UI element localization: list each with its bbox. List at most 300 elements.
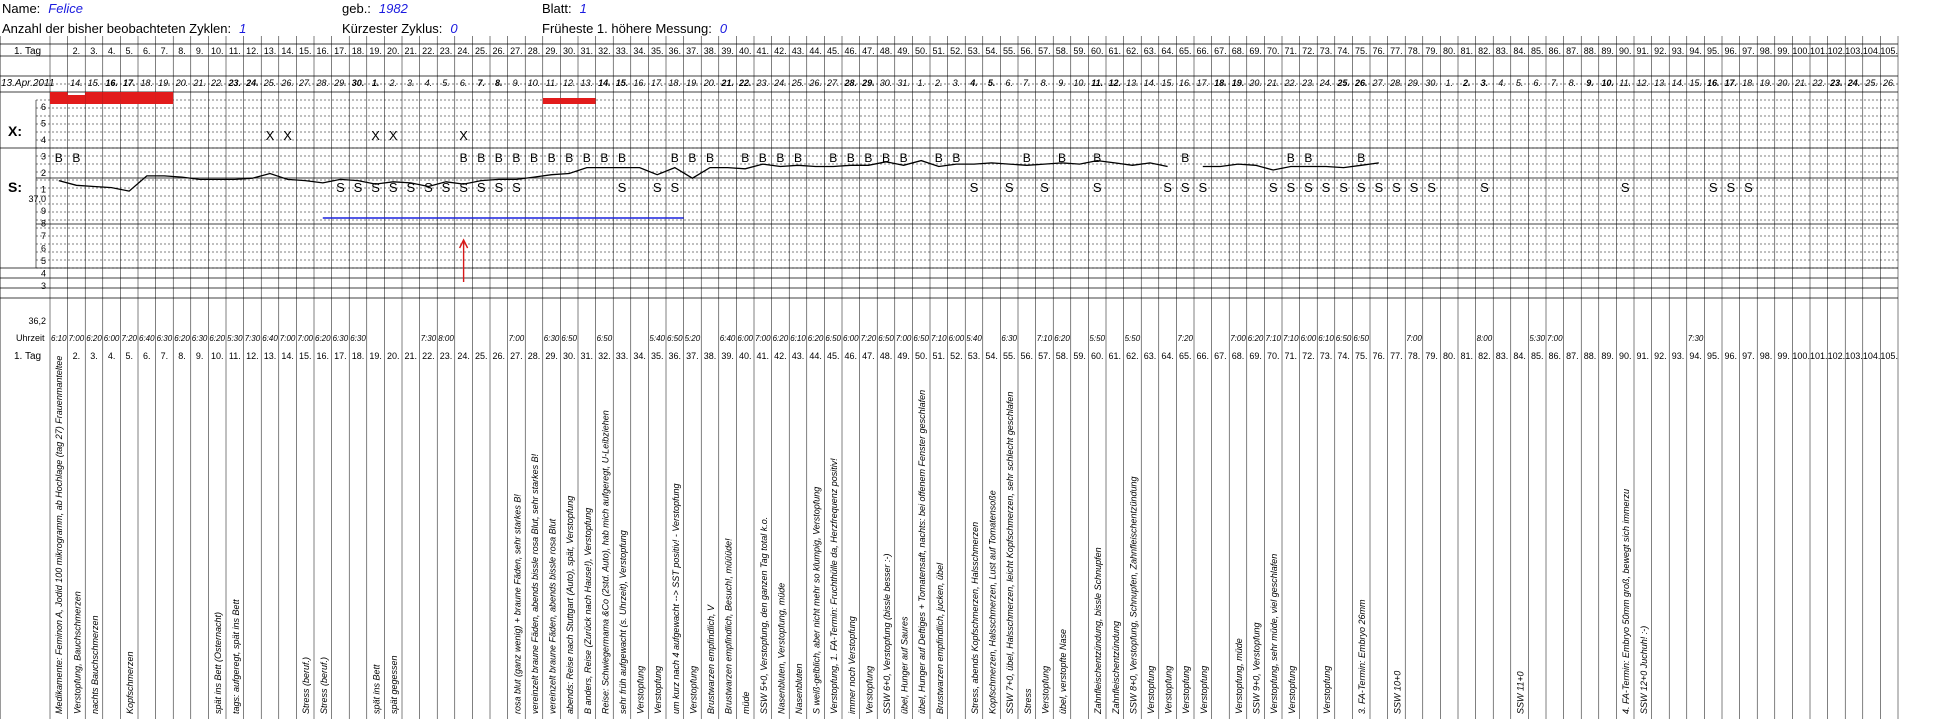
day-note: B anders, Reise (Zurück nach Hause!), Verstopfung (582, 507, 593, 714)
day-number-bottom: 103. (1845, 351, 1863, 361)
day-number-bottom: 96. (1724, 351, 1738, 361)
date-label: 17. (1724, 78, 1738, 88)
day-note: Verstopfung (1181, 665, 1192, 714)
date-label: 29. (862, 78, 875, 88)
time-value: 6:30 (543, 334, 560, 343)
day-number-bottom: 94. (1689, 351, 1702, 361)
day-note: SSW 8+0, Verstopfung, Schnupfen, Zahnfleischentzündung (1128, 476, 1139, 714)
born-label: geb.: (342, 1, 371, 16)
x-mark: X (388, 128, 398, 143)
b-mark: B (688, 151, 697, 165)
day-number-bottom: 87. (1566, 351, 1579, 361)
day-number-bottom: 51. (932, 351, 946, 361)
s-mark: S (1286, 180, 1296, 195)
day-note: Kopfschmerzen (125, 651, 136, 714)
date-label: 22. (210, 78, 224, 88)
day-number: 18. (351, 46, 365, 56)
date-label: 12. (562, 78, 576, 88)
s-mark: S (617, 180, 627, 195)
day-number: 29. (545, 46, 558, 56)
b-mark: B (776, 151, 785, 165)
date-label: 5. (442, 78, 450, 88)
day-number: 94. (1689, 46, 1702, 56)
day-note: SSW 11+0 (1515, 671, 1526, 714)
s-mark: S (1356, 180, 1366, 195)
date-label: 2. (1463, 78, 1471, 88)
time-value: 7:00 (279, 334, 296, 343)
date-label: 19. (158, 78, 171, 88)
day-note: vereinzelt braune Fäden, abends bissle rosa Blut, sehr starkes B! (530, 453, 540, 714)
day-note: Verstopfung (653, 665, 664, 714)
day-note: SSW 12+0 Juchuh! :-) (1638, 625, 1649, 714)
time-value: 6:50 (913, 334, 929, 343)
date-label: 28. (844, 78, 858, 88)
date-label: 21. (721, 78, 734, 88)
day-number: 42. (774, 46, 787, 56)
time-value: 6:20 (315, 334, 331, 343)
day-number-bottom: 66. (1196, 351, 1210, 361)
s-mark: S (1339, 180, 1348, 195)
day-number-bottom: 82. (1478, 351, 1491, 361)
day-number-bottom: 83. (1495, 351, 1509, 361)
date-label: 24. (1319, 78, 1333, 88)
day-number: 21. (404, 46, 418, 56)
bleed-axis-label: 5 (40, 118, 46, 129)
day-number: 17. (334, 46, 347, 56)
day-number-bottom: 27. (510, 351, 523, 361)
day-note: Verstopfung, Bauchschmerzen (72, 591, 83, 714)
day-number: 78. (1407, 46, 1421, 56)
day-note: Stress (beruf.) (318, 656, 329, 714)
day-number: 6. (143, 46, 151, 56)
date-label: 3. (1480, 78, 1489, 88)
name-label: Name: (2, 1, 41, 16)
time-value: 6:30 (350, 334, 366, 343)
date-label: 25. (263, 78, 277, 88)
b-mark: B (72, 151, 81, 165)
day-note: müde (741, 691, 752, 714)
date-label: 23. (1830, 78, 1843, 88)
day-number: 58. (1055, 46, 1069, 56)
day-note: vereinzelt braune Fäden, abends bissle rosa Blut (547, 518, 558, 714)
bleed-axis-label: 2 (40, 168, 46, 178)
day-number-bottom: 77. (1390, 351, 1403, 361)
day-number: 59. (1073, 46, 1086, 56)
day-number-bottom: 45. (826, 351, 840, 361)
day-number-bottom: 28. (527, 351, 541, 361)
bleed-axis-label: 1 (40, 184, 46, 195)
date-label: 22. (738, 78, 752, 88)
day-number: 40. (738, 46, 752, 56)
day-note: immer noch Verstopfung (846, 616, 857, 714)
day-note: spät ins Bett (371, 664, 382, 714)
date-label: 30. (1425, 78, 1438, 88)
b-mark: B (459, 151, 468, 165)
date-label: 23. (228, 78, 242, 88)
day-number: 26. (492, 46, 506, 56)
b-mark: B (512, 151, 521, 165)
day-number-bottom: 63. (1143, 351, 1157, 361)
day-number-bottom: 26. (492, 351, 506, 361)
time-value: 6:20 (174, 334, 190, 343)
time-value: 6:50 (561, 334, 577, 343)
day-number: 67. (1214, 46, 1227, 56)
day-number-bottom: 34. (633, 351, 646, 361)
b-mark: B (864, 151, 873, 165)
date-label: 21. (1794, 78, 1808, 88)
day-number-bottom: 76. (1372, 351, 1386, 361)
bleeding-bar (138, 92, 156, 104)
date-label: 18. (1214, 78, 1227, 88)
day-note: Verstopfung (1040, 665, 1051, 714)
day-number-bottom: 30. (562, 351, 576, 361)
day-number-bottom: 49. (897, 351, 910, 361)
day-number-bottom: 74. (1337, 351, 1350, 361)
date-label: 29. (1407, 78, 1421, 88)
time-value: 6:20 (807, 334, 824, 343)
s-mark: S (371, 180, 380, 195)
day-note: Verstopfung (1322, 665, 1332, 714)
day-number: 62. (1126, 46, 1139, 56)
date-label: 16. (105, 78, 118, 88)
temp-axis-label-362: 36,2 (28, 316, 46, 326)
day-number: 52. (950, 46, 963, 56)
day-number-bottom: 8. (178, 351, 186, 361)
s-mark: S (1004, 180, 1014, 195)
date-label: 10. (1073, 78, 1086, 88)
day-number: 46. (844, 46, 858, 56)
day-number: 95. (1706, 46, 1720, 56)
day-number: 14. (281, 46, 294, 56)
date-label: 27. (1372, 78, 1386, 88)
b-mark: B (741, 151, 750, 165)
date-label: 4. (424, 78, 433, 88)
time-value: 6:00 (843, 334, 859, 343)
day-number-bottom: 50. (914, 351, 928, 361)
s-mark: S (494, 180, 504, 195)
day-number-bottom: 62. (1126, 351, 1139, 361)
day-number-bottom: 90. (1618, 351, 1632, 361)
s-mark: S (652, 180, 662, 195)
day-number-bottom: 78. (1407, 351, 1421, 361)
shortest-value: 0 (450, 21, 458, 36)
b-mark: B (547, 151, 556, 165)
day-number-bottom: 70. (1266, 351, 1280, 361)
date-label: 26. (1354, 78, 1368, 88)
day-number-bottom: 47. (862, 351, 875, 361)
day-note: Zahnfleischentzündung (1110, 620, 1121, 714)
time-value: 6:30 (1001, 334, 1017, 343)
day-number-bottom: 60. (1090, 351, 1104, 361)
day-number: 28. (527, 46, 541, 56)
day-note: SSW 7+0, übel, Halsschmerzen, leicht Kopfschmerzen, sehr schlecht geschlafen (1005, 391, 1016, 714)
day-note: Verstopfung (1163, 665, 1174, 714)
day-number-bottom: 11. (228, 351, 241, 361)
time-value: 5:50 (1124, 334, 1141, 343)
day-number: 2. (72, 46, 81, 56)
day-note: um kurz nach 4 aufgewacht --> SST positiv! - Verstopfung (670, 483, 681, 714)
day-number: 60. (1090, 46, 1104, 56)
day-number: 19. (369, 46, 382, 56)
day-row-label-bottom: 1. Tag (14, 351, 42, 362)
day-number: 8. (178, 46, 186, 56)
date-label: 24. (1847, 78, 1861, 88)
time-value: 8:00 (438, 334, 454, 343)
date-label: 10. (1601, 78, 1614, 88)
day-number: 39. (721, 46, 734, 56)
day-number-bottom: 98. (1759, 351, 1773, 361)
date-label: 7. (1023, 78, 1031, 88)
day-number: 31. (580, 46, 594, 56)
s-mark: S (1480, 180, 1489, 195)
date-label: 19. (686, 78, 699, 88)
day-note: 3. FA-Termin: Embryo 26mm (1357, 599, 1368, 714)
day-number-bottom: 71. (1284, 351, 1298, 361)
date-label: 22. (1284, 78, 1298, 88)
day-number-bottom: 46. (844, 351, 858, 361)
time-value: 6:30 (156, 334, 173, 343)
day-number-bottom: 25. (474, 351, 488, 361)
time-value: 6:10 (51, 334, 67, 343)
day-note: SSW 5+0, Verstopfung, den ganzen Tag total k.o. (758, 516, 769, 714)
day-number: 36. (668, 46, 682, 56)
day-number-bottom: 59. (1073, 351, 1086, 361)
time-value: 7:00 (1230, 334, 1246, 343)
s-mark: S (406, 180, 416, 195)
day-number: 64. (1161, 46, 1174, 56)
temp-axis-label: 9 (40, 206, 46, 216)
day-number: 90. (1618, 46, 1632, 56)
s-mark: S (1268, 180, 1278, 195)
day-number-bottom: 37. (686, 351, 699, 361)
s-mark: S (1726, 180, 1736, 195)
day-number-bottom: 95. (1706, 351, 1720, 361)
b-mark: B (1357, 151, 1366, 165)
day-number-bottom: 12. (246, 351, 259, 361)
day-number: 5. (125, 46, 133, 56)
day-note: Verstopfung (635, 665, 646, 714)
day-number: 100. (1792, 46, 1810, 56)
day-number-bottom: 79. (1425, 351, 1438, 361)
date-label: 27. (298, 78, 312, 88)
day-number-bottom: 89. (1601, 351, 1614, 361)
date-label: 26. (809, 78, 822, 88)
date-label: 31. (897, 78, 910, 88)
s-mark: S (1198, 180, 1208, 195)
date-label: 20. (175, 78, 189, 88)
day-number-bottom: 48. (879, 351, 893, 361)
day-number: 86. (1548, 46, 1562, 56)
date-label: 14. (1671, 78, 1685, 88)
sheet-value: 1 (579, 1, 587, 16)
date-label: 15. (615, 78, 629, 88)
date-label: 19. (1231, 78, 1245, 88)
day-note: Verstopfung (1286, 665, 1297, 714)
day-note: spät ins Bett (Osternacht) (213, 611, 224, 714)
b-mark: B (829, 151, 838, 165)
born-value: 1982 (378, 1, 408, 16)
date-label: 11. (545, 78, 558, 88)
day-number-bottom: 58. (1055, 351, 1069, 361)
day-note: rosa blut (ganz wenig) + braune Fäden, sehr starkes B! (512, 494, 523, 714)
day-number-bottom: 38. (703, 351, 717, 361)
day-number-bottom: 88. (1583, 351, 1597, 361)
date-label: 20. (1249, 78, 1262, 88)
date-label: 28. (316, 78, 330, 88)
time-value: 6:20 (86, 334, 102, 343)
day-number-bottom: 20. (386, 351, 400, 361)
date-label: 3. (407, 78, 415, 88)
day-note: Verstopfung (688, 665, 699, 714)
date-label: 16. (1706, 78, 1720, 88)
b-mark: B (54, 151, 63, 165)
day-note: Reise: Schwiegermama &Co (2std. Auto), hab mich aufgeregt, U-Leibziehen (600, 410, 611, 714)
day-note: Brustwarzen empfindlich, Besuch!, müüüde! (723, 538, 734, 714)
day-number: 82. (1478, 46, 1491, 56)
day-number-bottom: 13. (263, 351, 277, 361)
date-label: 24. (774, 78, 787, 88)
day-number: 55. (1002, 46, 1016, 56)
b-mark: B (1093, 151, 1102, 165)
s-mark: S (512, 180, 521, 195)
day-number: 85. (1530, 46, 1544, 56)
s-mark: S (388, 180, 398, 195)
date-label: 23. (756, 78, 770, 88)
day-number: 69. (1249, 46, 1262, 56)
day-number: 15. (298, 46, 312, 56)
date-label: 1. (917, 78, 925, 88)
day-number-bottom: 16. (316, 351, 330, 361)
b-mark: B (477, 151, 486, 165)
bleeding-bar (156, 92, 174, 104)
start-date-label: 13.Apr.2011 (1, 78, 55, 89)
day-number: 24. (457, 46, 470, 56)
day-number-bottom: 61. (1108, 351, 1122, 361)
b-mark: B (565, 151, 574, 165)
day-number: 35. (650, 46, 664, 56)
day-number-bottom: 54. (985, 351, 998, 361)
day-number-bottom: 5. (125, 351, 133, 361)
day-number-bottom: 104. (1862, 351, 1881, 361)
date-label: 8. (1568, 78, 1577, 88)
time-value: 6:20 (1054, 334, 1070, 343)
day-number-bottom: 17. (334, 351, 347, 361)
day-number-bottom: 52. (950, 351, 963, 361)
day-number: 79. (1425, 46, 1438, 56)
day-note: übel, Hunger auf Deftiges + Tomatensaft, nachts: bei offenem Fenster geschlafen (917, 389, 928, 714)
day-number-bottom: 19. (369, 351, 382, 361)
day-number-bottom: 3. (90, 351, 98, 361)
s-mark: S (441, 180, 451, 195)
s-mark: S (1620, 180, 1630, 195)
time-value: 5:30 (1529, 334, 1545, 343)
day-number-bottom: 97. (1742, 351, 1755, 361)
temp-axis-label: 8 (40, 218, 46, 229)
time-value: 7:00 (1547, 334, 1563, 343)
temp-axis-label: 7 (40, 231, 46, 241)
day-number: 63. (1143, 46, 1157, 56)
day-number-bottom: 64. (1161, 351, 1174, 361)
time-value: 7:00 (508, 334, 525, 343)
day-number: 61. (1108, 46, 1122, 56)
day-number: 53. (967, 46, 981, 56)
sheet-label: Blatt: (542, 1, 572, 16)
day-number-bottom: 73. (1319, 351, 1333, 361)
time-value: 7:00 (297, 334, 313, 343)
day-number-bottom: 10. (210, 351, 224, 361)
b-mark: B (1022, 151, 1031, 165)
bleeding-bar (578, 98, 596, 104)
date-label: 7. (477, 78, 485, 88)
bleeding-bar (68, 95, 86, 104)
time-value: 7:10 (1283, 334, 1299, 343)
b-mark: B (705, 151, 715, 165)
date-label: 15. (1161, 78, 1174, 88)
day-number: 83. (1495, 46, 1509, 56)
day-number-bottom: 55. (1002, 351, 1016, 361)
date-label: 21. (193, 78, 206, 88)
day-number: 73. (1319, 46, 1333, 56)
date-label: 19. (1759, 78, 1773, 88)
date-label: 14. (70, 78, 83, 88)
bleed-axis-label: 4 (40, 135, 46, 145)
s-mark: S (459, 180, 468, 195)
time-value: 7:30 (1687, 334, 1704, 343)
b-mark: B (670, 151, 679, 165)
day-number-bottom: 69. (1249, 351, 1262, 361)
s-mark: S (1321, 180, 1331, 195)
earliest-label: Früheste 1. höhere Messung: (542, 21, 712, 36)
b-mark: B (758, 151, 767, 165)
s-mark: S (1409, 180, 1419, 195)
b-mark: B (600, 151, 609, 165)
b-mark: B (846, 151, 855, 165)
b-mark: B (582, 151, 591, 165)
day-note: Kopfschmerzen, Halsschmerzen, Lust auf Tomatensoße (987, 490, 998, 714)
date-label: 30. (351, 78, 365, 88)
day-number: 75. (1354, 46, 1368, 56)
s-mark: S (1040, 180, 1049, 195)
day-number: 7. (160, 46, 169, 56)
day-number: 101. (1810, 46, 1828, 56)
day-number: 9. (195, 46, 204, 56)
day-number: 91. (1636, 46, 1650, 56)
day-number-bottom: 91. (1636, 351, 1650, 361)
day-number: 37. (686, 46, 699, 56)
day-number-bottom: 2. (72, 351, 81, 361)
day-number: 25. (474, 46, 488, 56)
x-row-label: X: (8, 123, 22, 139)
date-label: 14. (1143, 78, 1157, 88)
date-label: 12. (1636, 78, 1650, 88)
day-number: 77. (1390, 46, 1403, 56)
day-number-bottom: 101. (1810, 351, 1828, 361)
time-value: 5:40 (966, 334, 982, 343)
day-number: 66. (1196, 46, 1210, 56)
time-value: 6:50 (825, 334, 841, 343)
day-number-bottom: 75. (1354, 351, 1368, 361)
time-value: 7:00 (68, 334, 85, 343)
time-value: 6:10 (1318, 334, 1334, 343)
day-number-bottom: 36. (668, 351, 682, 361)
day-number: 47. (862, 46, 875, 56)
time-value: 6:10 (790, 334, 806, 343)
day-note: Nasenbluten (794, 663, 804, 714)
s-mark: S (1708, 180, 1718, 195)
b-mark: B (793, 151, 803, 165)
time-row-label: Uhrzeit (16, 333, 45, 343)
time-value: 6:40 (262, 334, 278, 343)
